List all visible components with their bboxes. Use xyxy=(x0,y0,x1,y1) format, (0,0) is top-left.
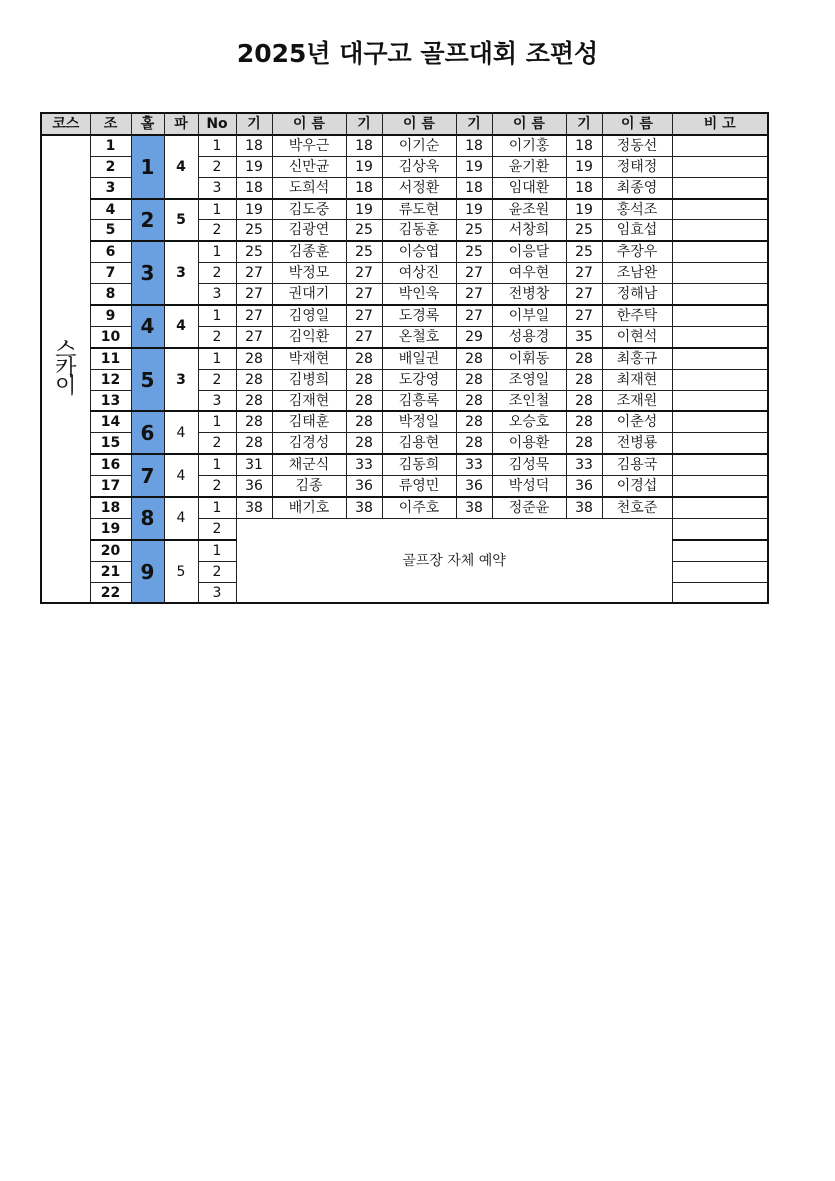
player-name: 김종훈 xyxy=(272,241,346,262)
note-cell xyxy=(672,582,768,603)
player-class: 36 xyxy=(566,476,602,497)
player-name: 박정모 xyxy=(272,263,346,284)
player-class: 25 xyxy=(236,241,272,262)
header-gi-1: 기 xyxy=(236,113,272,135)
note-cell xyxy=(672,454,768,475)
hole-number: 7 xyxy=(131,454,164,497)
player-name: 오승호 xyxy=(492,411,566,432)
player-name: 김동훈 xyxy=(382,220,456,241)
note-cell xyxy=(672,177,768,198)
player-class: 28 xyxy=(346,433,382,454)
player-class: 19 xyxy=(456,199,492,220)
player-class: 36 xyxy=(456,476,492,497)
header-group: 조 xyxy=(90,113,131,135)
header-gi-4: 기 xyxy=(566,113,602,135)
group-number: 6 xyxy=(90,241,131,262)
player-name: 전병창 xyxy=(492,284,566,305)
player-class: 38 xyxy=(346,497,382,518)
player-class: 28 xyxy=(346,411,382,432)
team-no: 2 xyxy=(198,476,236,497)
team-no: 2 xyxy=(198,326,236,347)
player-class: 18 xyxy=(456,177,492,198)
player-name: 도강영 xyxy=(382,369,456,390)
player-class: 28 xyxy=(236,411,272,432)
player-class: 28 xyxy=(346,348,382,369)
player-class: 18 xyxy=(236,177,272,198)
player-name: 임효섭 xyxy=(602,220,672,241)
player-class: 33 xyxy=(346,454,382,475)
note-cell xyxy=(672,476,768,497)
team-no: 1 xyxy=(198,497,236,518)
player-name: 최재현 xyxy=(602,369,672,390)
team-no: 1 xyxy=(198,540,236,561)
player-name: 정준윤 xyxy=(492,497,566,518)
player-name: 도경록 xyxy=(382,305,456,326)
group-number: 3 xyxy=(90,177,131,198)
player-name: 김도중 xyxy=(272,199,346,220)
group-number: 9 xyxy=(90,305,131,326)
group-number: 7 xyxy=(90,263,131,284)
header-name-2: 이 름 xyxy=(382,113,456,135)
player-name: 서정환 xyxy=(382,177,456,198)
player-name: 박우근 xyxy=(272,135,346,156)
player-name: 온철호 xyxy=(382,326,456,347)
player-name: 김종 xyxy=(272,476,346,497)
reserved-note: 골프장 자체 예약 xyxy=(236,518,672,603)
player-class: 27 xyxy=(566,284,602,305)
player-class: 28 xyxy=(456,348,492,369)
player-name: 김용국 xyxy=(602,454,672,475)
course-name-char: 이 xyxy=(55,374,77,400)
player-name: 김상욱 xyxy=(382,156,456,177)
player-class: 27 xyxy=(456,263,492,284)
player-name: 성용경 xyxy=(492,326,566,347)
par-value: 4 xyxy=(164,305,198,348)
player-class: 28 xyxy=(456,390,492,411)
player-class: 25 xyxy=(346,241,382,262)
player-name: 권대기 xyxy=(272,284,346,305)
player-class: 35 xyxy=(566,326,602,347)
page-title: 2025년 대구고 골프대회 조편성 xyxy=(236,39,599,68)
player-name: 정해남 xyxy=(602,284,672,305)
note-cell xyxy=(672,156,768,177)
player-name: 최홍규 xyxy=(602,348,672,369)
group-number: 17 xyxy=(90,476,131,497)
player-name: 조인철 xyxy=(492,390,566,411)
player-class: 27 xyxy=(236,263,272,284)
player-class: 28 xyxy=(456,369,492,390)
header-row xyxy=(41,113,768,135)
player-class: 36 xyxy=(236,476,272,497)
player-name: 김익환 xyxy=(272,326,346,347)
player-name: 채군식 xyxy=(272,454,346,475)
group-number: 1 xyxy=(90,135,131,156)
player-name: 이춘성 xyxy=(602,411,672,432)
player-name: 김성묵 xyxy=(492,454,566,475)
player-class: 28 xyxy=(236,369,272,390)
team-no: 1 xyxy=(198,241,236,262)
table-row xyxy=(41,241,768,262)
player-name: 정동선 xyxy=(602,135,672,156)
player-name: 이용환 xyxy=(492,433,566,454)
note-cell xyxy=(672,369,768,390)
note-cell xyxy=(672,263,768,284)
team-no: 2 xyxy=(198,156,236,177)
table-row xyxy=(41,497,768,518)
player-class: 28 xyxy=(346,369,382,390)
team-no: 2 xyxy=(198,518,236,539)
group-number: 18 xyxy=(90,497,131,518)
player-class: 28 xyxy=(566,390,602,411)
player-class: 29 xyxy=(456,326,492,347)
note-cell xyxy=(672,284,768,305)
player-class: 25 xyxy=(566,220,602,241)
player-name: 이경섭 xyxy=(602,476,672,497)
player-class: 28 xyxy=(236,348,272,369)
player-class: 19 xyxy=(456,156,492,177)
note-cell xyxy=(672,220,768,241)
par-value: 4 xyxy=(164,411,198,454)
team-no: 2 xyxy=(198,263,236,284)
player-class: 27 xyxy=(346,284,382,305)
par-value: 3 xyxy=(164,348,198,412)
header-course: 코스 xyxy=(41,113,90,135)
player-name: 윤기환 xyxy=(492,156,566,177)
player-name: 조영일 xyxy=(492,369,566,390)
player-name: 김용현 xyxy=(382,433,456,454)
table-row xyxy=(41,135,768,156)
player-class: 28 xyxy=(566,369,602,390)
team-no: 1 xyxy=(198,454,236,475)
table-row xyxy=(41,348,768,369)
player-class: 27 xyxy=(346,305,382,326)
player-class: 31 xyxy=(236,454,272,475)
player-name: 박인욱 xyxy=(382,284,456,305)
player-name: 김태훈 xyxy=(272,411,346,432)
player-class: 19 xyxy=(566,156,602,177)
note-cell xyxy=(672,497,768,518)
player-class: 27 xyxy=(236,305,272,326)
note-cell xyxy=(672,411,768,432)
team-no: 2 xyxy=(198,369,236,390)
player-class: 25 xyxy=(456,241,492,262)
course-name xyxy=(41,135,90,604)
group-number: 4 xyxy=(90,199,131,220)
team-no: 1 xyxy=(198,348,236,369)
team-no: 2 xyxy=(198,561,236,582)
player-class: 28 xyxy=(456,433,492,454)
player-name: 이응달 xyxy=(492,241,566,262)
player-class: 38 xyxy=(566,497,602,518)
player-class: 27 xyxy=(346,263,382,284)
table-row xyxy=(41,305,768,326)
note-cell xyxy=(672,540,768,561)
player-class: 28 xyxy=(346,390,382,411)
table-row xyxy=(41,411,768,432)
header-gi-3: 기 xyxy=(456,113,492,135)
player-name: 여상진 xyxy=(382,263,456,284)
team-no: 3 xyxy=(198,284,236,305)
player-name: 정태정 xyxy=(602,156,672,177)
player-name: 배일권 xyxy=(382,348,456,369)
group-number: 5 xyxy=(90,220,131,241)
player-name: 임대환 xyxy=(492,177,566,198)
par-value: 4 xyxy=(164,135,198,199)
group-table xyxy=(40,112,769,604)
player-name: 류도현 xyxy=(382,199,456,220)
team-no: 1 xyxy=(198,305,236,326)
player-name: 조남완 xyxy=(602,263,672,284)
player-name: 신만균 xyxy=(272,156,346,177)
team-no: 1 xyxy=(198,135,236,156)
note-cell xyxy=(672,561,768,582)
team-no: 2 xyxy=(198,433,236,454)
player-class: 33 xyxy=(456,454,492,475)
player-name: 김영일 xyxy=(272,305,346,326)
player-name: 천호준 xyxy=(602,497,672,518)
player-class: 25 xyxy=(346,220,382,241)
group-number: 2 xyxy=(90,156,131,177)
group-number: 20 xyxy=(90,540,131,561)
player-name: 김동희 xyxy=(382,454,456,475)
header-gi-2: 기 xyxy=(346,113,382,135)
hole-number: 5 xyxy=(131,348,164,412)
player-name: 김병희 xyxy=(272,369,346,390)
hole-number: 6 xyxy=(131,411,164,454)
hole-number: 9 xyxy=(131,540,164,604)
player-name: 이현석 xyxy=(602,326,672,347)
player-class: 19 xyxy=(566,199,602,220)
player-name: 이승엽 xyxy=(382,241,456,262)
note-cell xyxy=(672,390,768,411)
header-note: 비 고 xyxy=(672,113,768,135)
player-name: 윤조원 xyxy=(492,199,566,220)
team-no: 3 xyxy=(198,177,236,198)
header-name-3: 이 름 xyxy=(492,113,566,135)
player-class: 27 xyxy=(456,305,492,326)
group-number: 14 xyxy=(90,411,131,432)
note-cell xyxy=(672,241,768,262)
player-class: 27 xyxy=(456,284,492,305)
player-class: 28 xyxy=(566,411,602,432)
group-number: 11 xyxy=(90,348,131,369)
note-cell xyxy=(672,433,768,454)
player-name: 여우현 xyxy=(492,263,566,284)
player-class: 18 xyxy=(346,177,382,198)
par-value: 5 xyxy=(164,540,198,604)
player-class: 27 xyxy=(566,305,602,326)
player-class: 18 xyxy=(456,135,492,156)
player-class: 19 xyxy=(346,156,382,177)
player-name: 김재현 xyxy=(272,390,346,411)
note-cell xyxy=(672,348,768,369)
group-number: 19 xyxy=(90,518,131,539)
note-cell xyxy=(672,135,768,156)
player-name: 홍석조 xyxy=(602,199,672,220)
group-number: 16 xyxy=(90,454,131,475)
player-class: 27 xyxy=(346,326,382,347)
group-number: 22 xyxy=(90,582,131,603)
player-class: 38 xyxy=(456,497,492,518)
player-class: 28 xyxy=(566,433,602,454)
header-par: 파 xyxy=(164,113,198,135)
player-class: 18 xyxy=(566,177,602,198)
hole-number: 8 xyxy=(131,497,164,540)
player-class: 33 xyxy=(566,454,602,475)
player-class: 36 xyxy=(346,476,382,497)
player-class: 27 xyxy=(236,284,272,305)
group-number: 8 xyxy=(90,284,131,305)
player-class: 28 xyxy=(566,348,602,369)
group-number: 21 xyxy=(90,561,131,582)
hole-number: 1 xyxy=(131,135,164,199)
course-name-char: 카 xyxy=(55,356,77,382)
player-name: 배기호 xyxy=(272,497,346,518)
group-number: 15 xyxy=(90,433,131,454)
hole-number: 3 xyxy=(131,241,164,305)
header-no: No xyxy=(198,113,236,135)
player-class: 27 xyxy=(236,326,272,347)
player-class: 19 xyxy=(236,199,272,220)
note-cell xyxy=(672,305,768,326)
player-class: 25 xyxy=(236,220,272,241)
player-class: 18 xyxy=(346,135,382,156)
player-name: 조재원 xyxy=(602,390,672,411)
player-name: 김경성 xyxy=(272,433,346,454)
table-row xyxy=(41,454,768,475)
player-name: 이주호 xyxy=(382,497,456,518)
player-class: 18 xyxy=(236,135,272,156)
player-name: 류영민 xyxy=(382,476,456,497)
hole-number: 4 xyxy=(131,305,164,348)
player-name: 이기홍 xyxy=(492,135,566,156)
player-class: 27 xyxy=(566,263,602,284)
note-cell xyxy=(672,518,768,539)
player-name: 박재현 xyxy=(272,348,346,369)
player-name: 추장우 xyxy=(602,241,672,262)
player-class: 25 xyxy=(456,220,492,241)
player-class: 18 xyxy=(566,135,602,156)
course-name-char: 스 xyxy=(55,338,77,364)
player-class: 38 xyxy=(236,497,272,518)
player-name: 김흥록 xyxy=(382,390,456,411)
header-name-4: 이 름 xyxy=(602,113,672,135)
player-name: 박정일 xyxy=(382,411,456,432)
player-class: 28 xyxy=(236,433,272,454)
team-no: 3 xyxy=(198,390,236,411)
par-value: 4 xyxy=(164,454,198,497)
player-name: 서창희 xyxy=(492,220,566,241)
header-hole: 홀 xyxy=(131,113,164,135)
par-value: 4 xyxy=(164,497,198,540)
player-name: 이휘동 xyxy=(492,348,566,369)
note-cell xyxy=(672,326,768,347)
player-name: 박성덕 xyxy=(492,476,566,497)
hole-number: 2 xyxy=(131,199,164,242)
par-value: 5 xyxy=(164,199,198,242)
par-value: 3 xyxy=(164,241,198,305)
group-number: 12 xyxy=(90,369,131,390)
player-class: 19 xyxy=(236,156,272,177)
player-class: 28 xyxy=(456,411,492,432)
player-name: 도희석 xyxy=(272,177,346,198)
player-name: 김광연 xyxy=(272,220,346,241)
player-class: 25 xyxy=(566,241,602,262)
player-class: 28 xyxy=(236,390,272,411)
team-no: 2 xyxy=(198,220,236,241)
player-name: 한주탁 xyxy=(602,305,672,326)
player-name: 이기순 xyxy=(382,135,456,156)
player-name: 이부일 xyxy=(492,305,566,326)
player-name: 전병룡 xyxy=(602,433,672,454)
team-no: 1 xyxy=(198,199,236,220)
note-cell xyxy=(672,199,768,220)
player-name: 최종영 xyxy=(602,177,672,198)
team-no: 3 xyxy=(198,582,236,603)
group-number: 10 xyxy=(90,326,131,347)
player-class: 19 xyxy=(346,199,382,220)
group-number: 13 xyxy=(90,390,131,411)
team-no: 1 xyxy=(198,411,236,432)
header-name-1: 이 름 xyxy=(272,113,346,135)
table-row xyxy=(41,199,768,220)
